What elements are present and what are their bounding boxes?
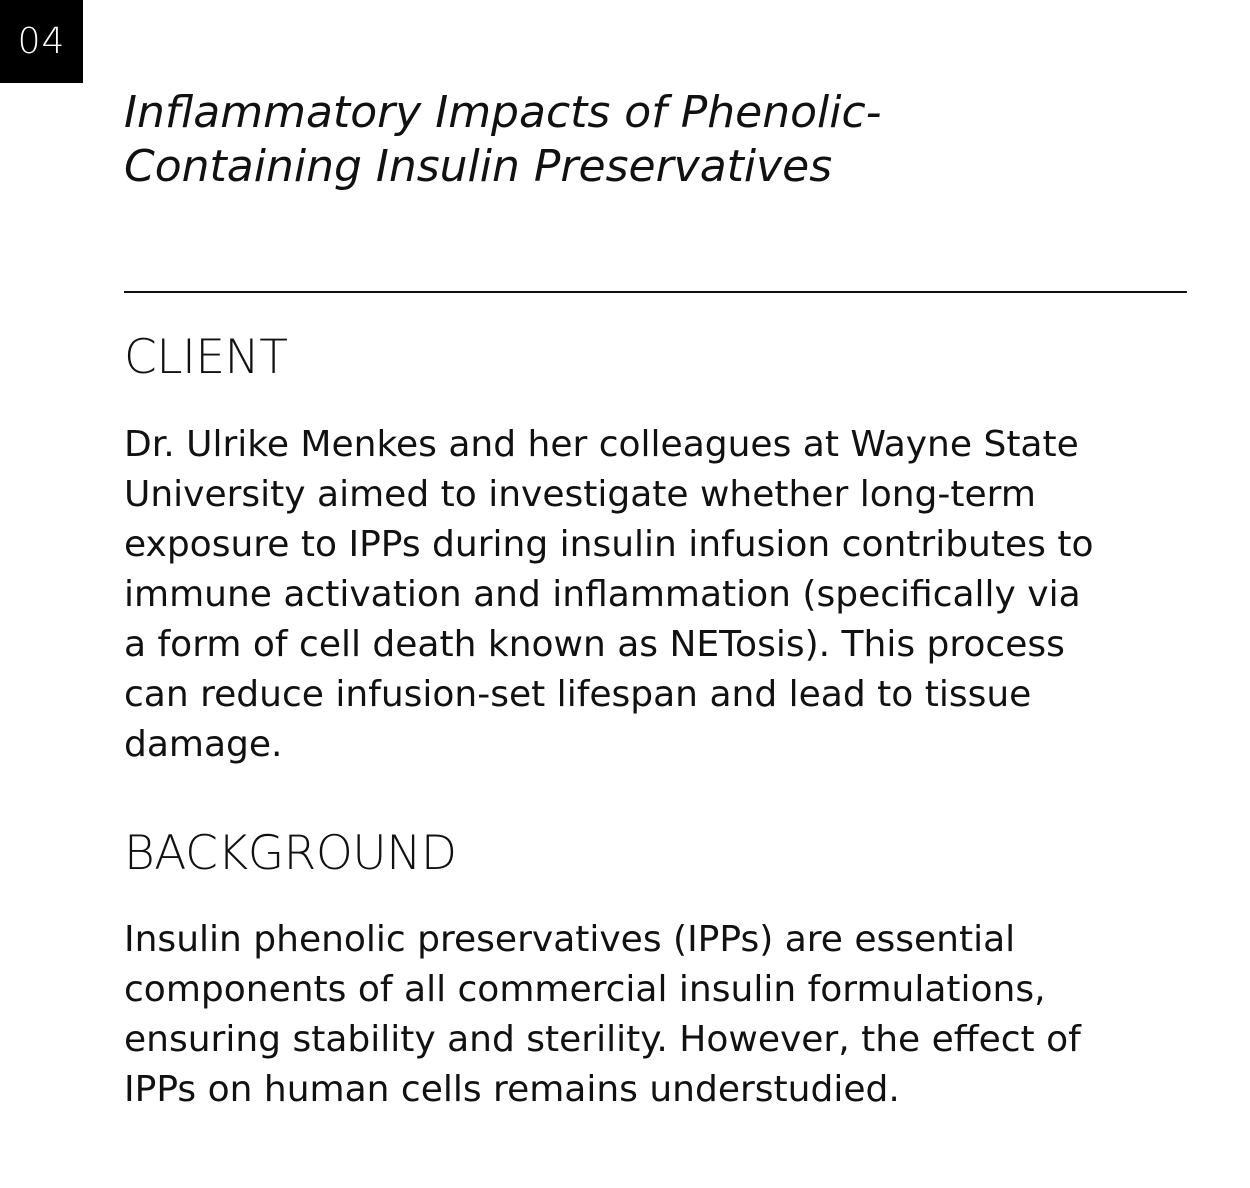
background-paragraph-line: components of all commercial insulin formulations, bbox=[124, 969, 1046, 1010]
page-number-badge: 04 bbox=[0, 0, 83, 83]
background-heading: BACKGROUND bbox=[124, 826, 457, 881]
client-paragraph bbox=[124, 420, 1204, 770]
section-divider bbox=[124, 291, 1187, 293]
background-paragraph bbox=[124, 915, 1204, 1115]
client-heading: CLIENT bbox=[124, 330, 288, 385]
background-paragraph-line: Insulin phenolic preservatives (IPPs) are essential bbox=[124, 919, 1016, 960]
client-paragraph-line: immune activation and inflammation (specifically via bbox=[124, 574, 1081, 615]
client-paragraph-line: Dr. Ulrike Menkes and her colleagues at Wayne State bbox=[124, 424, 1079, 465]
page-title-line: Inflammatory Impacts of Phenolic- bbox=[124, 87, 882, 138]
background-paragraph-line: IPPs on human cells remains understudied. bbox=[124, 1069, 900, 1110]
client-paragraph-line: University aimed to investigate whether long-term bbox=[124, 474, 1036, 515]
client-paragraph-line: exposure to IPPs during insulin infusion contributes to bbox=[124, 524, 1094, 565]
background-paragraph-line: ensuring stability and sterility. However, the effect of bbox=[124, 1019, 1081, 1060]
client-paragraph-line: damage. bbox=[124, 724, 283, 765]
page-title bbox=[124, 86, 1124, 194]
page-title-line: Containing Insulin Preservatives bbox=[124, 141, 833, 192]
client-paragraph-line: can reduce infusion-set lifespan and lead to tissue bbox=[124, 674, 1032, 715]
client-paragraph-line: a form of cell death known as NETosis). This process bbox=[124, 624, 1065, 665]
